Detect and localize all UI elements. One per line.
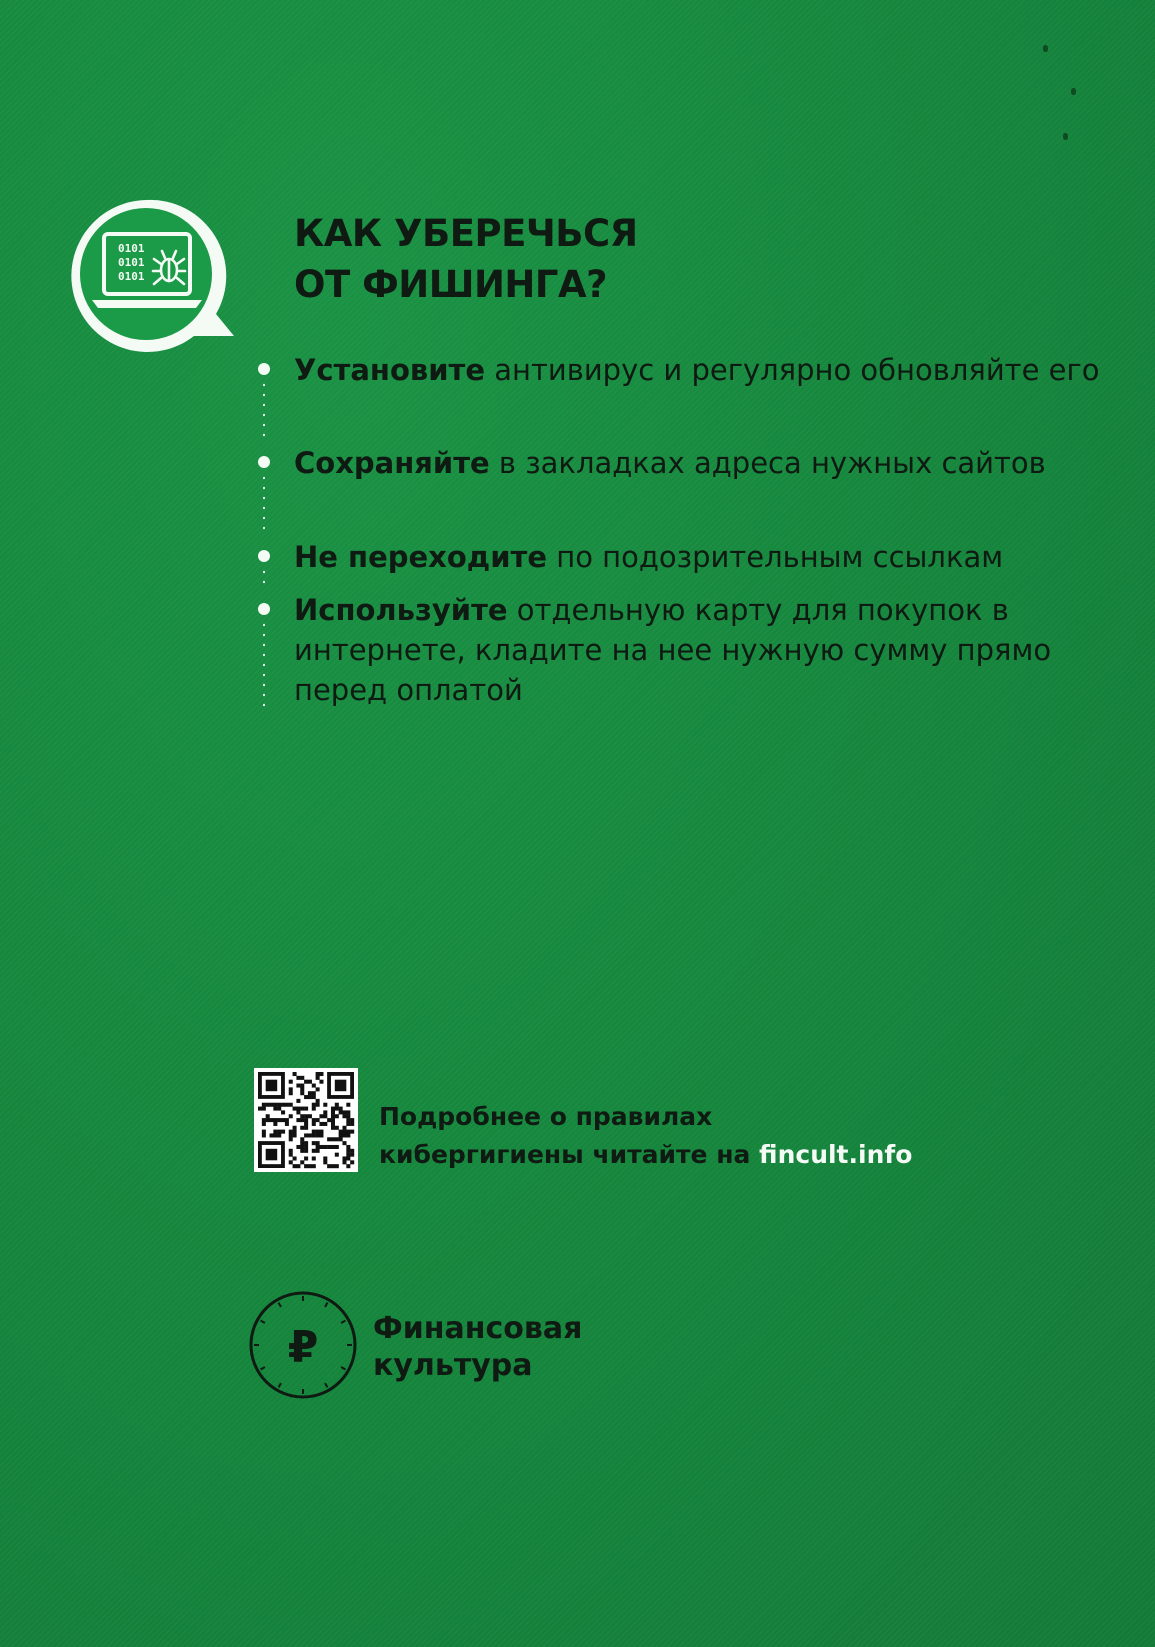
tip-bold: Используйте xyxy=(294,593,508,627)
list-item xyxy=(254,590,1134,714)
bullet-dot xyxy=(258,456,270,468)
list-item xyxy=(254,350,1134,434)
page-title xyxy=(294,208,854,310)
tip-bold: Сохраняйте xyxy=(294,446,490,480)
dotted-connector xyxy=(263,473,265,531)
binary-line: 0101 xyxy=(118,270,145,283)
dotted-connector xyxy=(263,567,265,589)
binary-line: 0101 xyxy=(118,242,145,255)
tip-rest: отдельную карту для покупок в интернете, кладите на нее нужную сумму прямо перед оплатой xyxy=(294,593,1052,707)
tip-bold: Не переходите xyxy=(294,540,548,574)
speck xyxy=(1043,45,1048,52)
more-info-text xyxy=(379,1098,999,1174)
dotted-connector xyxy=(263,620,265,710)
bullet-dot xyxy=(258,550,270,562)
tip-bold: Установите xyxy=(294,353,486,387)
laptop-bug-chat-icon xyxy=(66,196,242,356)
speck xyxy=(1071,88,1076,95)
fincult-link[interactable]: fincult.info xyxy=(759,1140,913,1169)
brand-line-1: Финансовая xyxy=(373,1311,583,1346)
binary-line: 0101 xyxy=(118,256,145,269)
tip-text xyxy=(294,537,1124,577)
title-line-2: ОТ ФИШИНГА? xyxy=(294,263,608,306)
ruble-dial-icon xyxy=(248,1290,358,1400)
brand-line-2: культура xyxy=(373,1348,533,1383)
tip-text xyxy=(294,350,1124,390)
more-info-prefix: кибергигиены читайте на xyxy=(379,1140,760,1169)
tip-text xyxy=(294,443,1124,483)
title-line-1: КАК УБЕРЕЧЬСЯ xyxy=(294,212,638,255)
ruble-symbol: ₽ xyxy=(287,1322,319,1373)
bullet-dot xyxy=(258,363,270,375)
qr-code-icon[interactable] xyxy=(254,1068,358,1172)
tip-rest: в закладках адреса нужных сайтов xyxy=(489,446,1046,480)
brand-name xyxy=(373,1310,693,1384)
dotted-connector xyxy=(263,380,265,438)
list-item xyxy=(254,537,1134,581)
more-info-line-1: Подробнее о правилах xyxy=(379,1102,713,1131)
tip-text xyxy=(294,590,1124,710)
more-info-line-2 xyxy=(379,1136,999,1174)
tip-rest: антивирус и регулярно обновляйте его xyxy=(485,353,1100,387)
bullet-dot xyxy=(258,603,270,615)
speck xyxy=(1063,133,1068,140)
tip-rest: по подозрительным ссылкам xyxy=(547,540,1004,574)
list-item xyxy=(254,443,1134,527)
